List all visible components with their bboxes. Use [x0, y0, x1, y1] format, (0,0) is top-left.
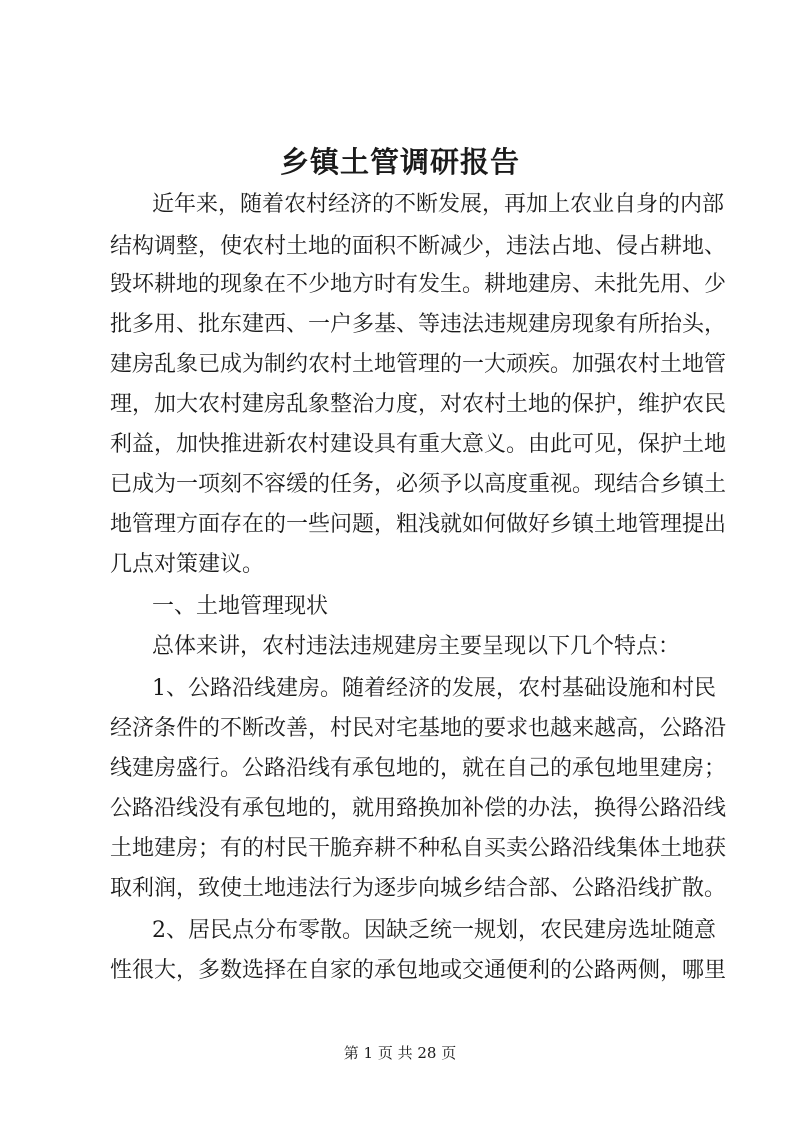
- paragraph-line: 毁坏耕地的现象在不少地方时有发生。耕地建房、未批先用、少: [110, 272, 727, 297]
- paragraph-line: 土地建房；有的村民干脆弃耕不种私自买卖公路沿线集体土地获: [110, 836, 727, 861]
- paragraph-line: 性很大，多数选择在自家的承包地或交通便利的公路两侧，哪里: [110, 958, 727, 983]
- document-title: 乡镇土管调研报告: [279, 145, 520, 179]
- paragraph-line: 批多用、批东建西、一户多基、等违法违规建房现象有所抬头，: [110, 312, 727, 337]
- paragraph-line: 理，加大农村建房乱象整治力度，对农村土地的保护，维护农民: [110, 392, 727, 417]
- paragraph-line: 几点对策建议。: [110, 552, 265, 577]
- paragraph-line: 地管理方面存在的一些问题，粗浅就如何做好乡镇土地管理提出: [110, 512, 727, 537]
- paragraph-line: 经济条件的不断改善，村民对宅基地的要求也越来越高，公路沿: [110, 716, 727, 741]
- paragraph-line: 结构调整，使农村土地的面积不断减少，违法占地、侵占耕地、: [110, 234, 727, 259]
- paragraph-line: 线建房盛行。公路沿线有承包地的，就在自己的承包地里建房；: [110, 756, 727, 781]
- page-footer: 第 1 页 共 28 页: [343, 1044, 457, 1062]
- paragraph-line: 取利润，致使土地违法行为逐步向城乡结合部、公路沿线扩散。: [110, 876, 727, 901]
- section-heading: 一、土地管理现状: [152, 594, 329, 619]
- paragraph-line: 利益，加快推进新农村建设具有重大意义。由此可见，保护土地: [110, 432, 727, 457]
- paragraph-line: 公路沿线没有承包地的，就用臵换加补偿的办法，换得公路沿线: [110, 796, 727, 821]
- paragraph-line: 近年来，随着农村经济的不断发展，再加上农业自身的内部: [152, 192, 725, 217]
- paragraph-line: 建房乱象已成为制约农村土地管理的一大顽疾。加强农村土地管: [110, 352, 727, 377]
- paragraph-line: 1、公路沿线建房。随着经济的发展，农村基础设施和村民: [152, 676, 716, 701]
- paragraph-line: 总体来讲，农村违法违规建房主要呈现以下几个特点：: [152, 634, 681, 659]
- paragraph-line: 已成为一项刻不容缓的任务，必须予以高度重视。现结合乡镇土: [110, 472, 727, 497]
- paragraph-line: 2、居民点分布零散。因缺乏统一规划，农民建房选址随意: [152, 918, 716, 943]
